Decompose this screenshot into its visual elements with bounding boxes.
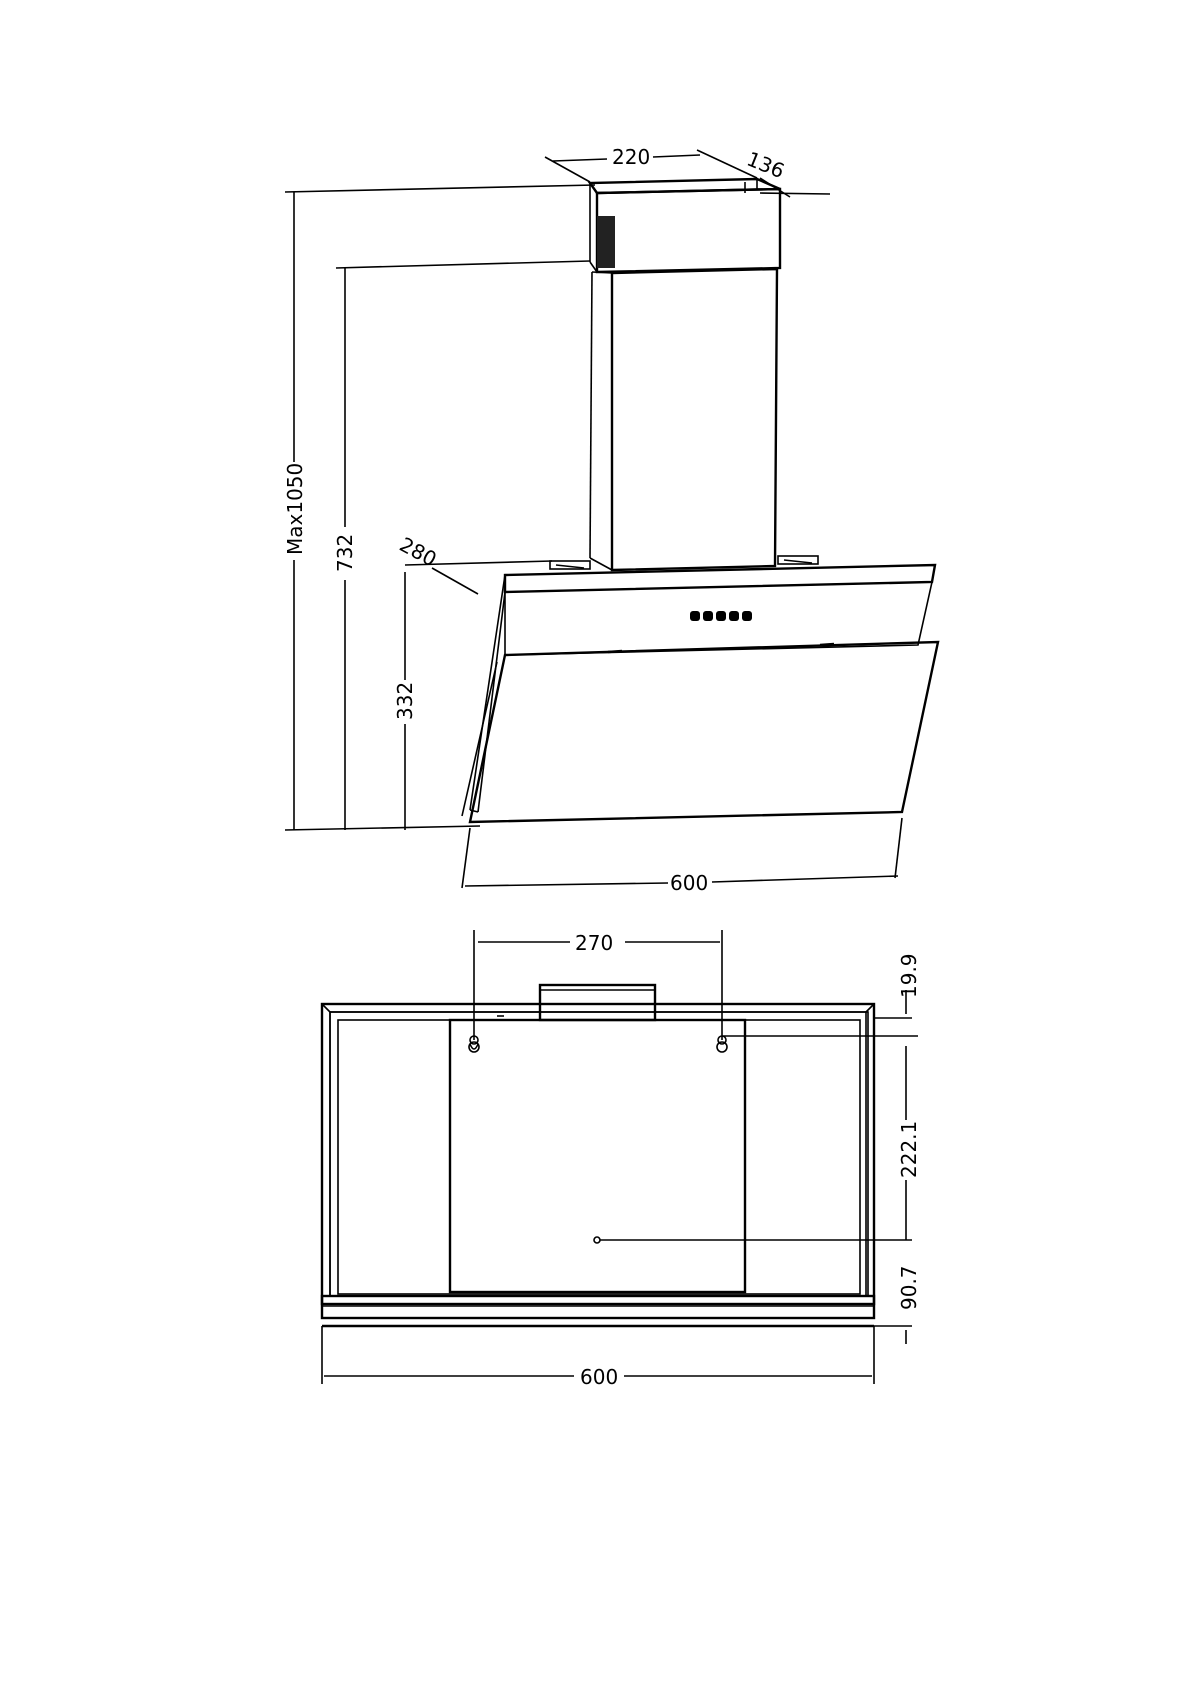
hood-outline <box>322 1004 874 1304</box>
side-dimensions <box>283 145 902 895</box>
dim-height-732-label: 732 <box>333 533 357 572</box>
dim-top-offset-label: 19.9 <box>897 953 921 998</box>
back-plate <box>450 1020 745 1292</box>
front-view <box>322 930 921 1389</box>
dim-depth-280-label: 280 <box>395 532 441 572</box>
chimney-body <box>590 269 777 570</box>
center-point <box>594 1237 600 1243</box>
dim-vertical-222-label: 222.1 <box>897 1120 921 1178</box>
dim-max-height-label: Max1050 <box>283 462 307 555</box>
dim-chimney-width-label: 220 <box>612 145 651 169</box>
chimney-cover <box>590 179 780 272</box>
side-view <box>283 145 938 895</box>
dim-bottom-90-label: 90.7 <box>897 1265 921 1310</box>
dim-height-332-label: 332 <box>393 681 417 720</box>
dim-chimney-depth-label: 136 <box>743 146 788 184</box>
vent-grille <box>597 216 615 268</box>
dim-width-600-front-label: 600 <box>580 1365 619 1389</box>
dim-width-600-side-label: 600 <box>670 871 709 895</box>
hood-body <box>462 556 938 822</box>
dim-hole-spacing-label: 270 <box>575 931 614 955</box>
front-dimensions <box>322 930 921 1389</box>
control-buttons <box>690 611 752 621</box>
